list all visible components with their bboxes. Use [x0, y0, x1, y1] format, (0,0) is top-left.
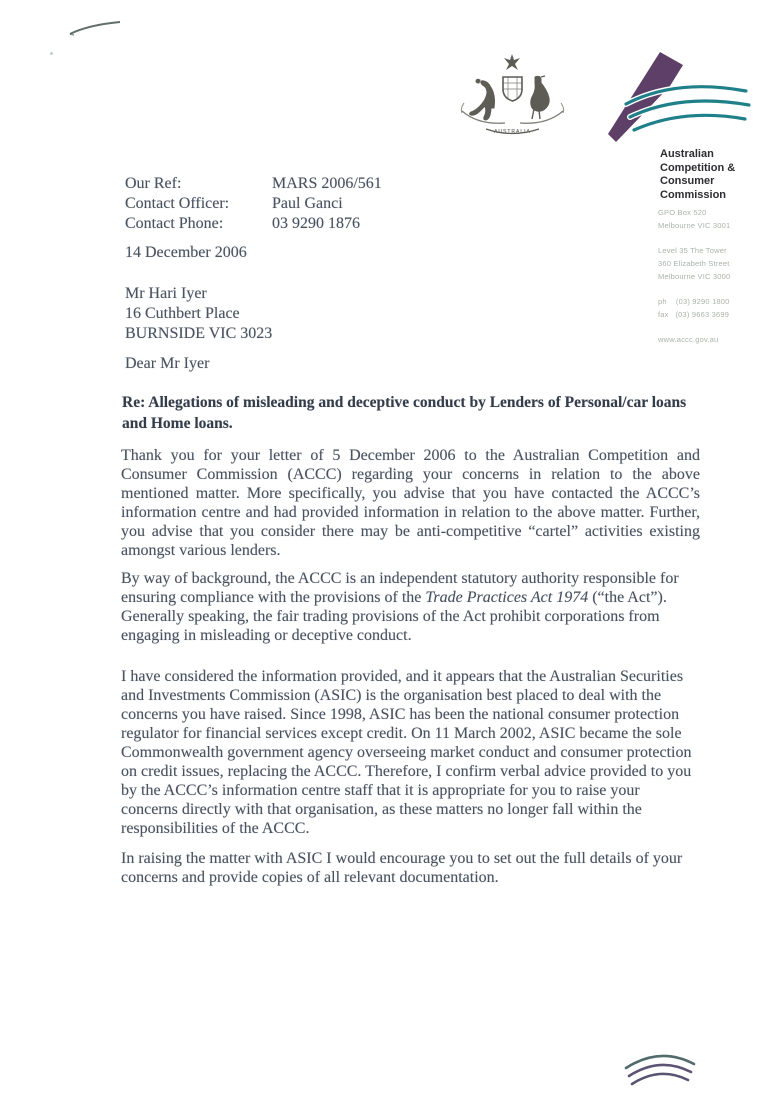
body-paragraph-1: Thank you for your letter of 5 December 2006 to the Australian Competition and Consumer Commission (ACCC) regarding your concerns in relation to the above mentioned matter. More specifically, you advise that you have contacted the ACCC’s information centre and had provided information in relation to the above matter. Further, you advise that you consider there may be anti-competitive “cartel” activities existing amongst various lenders.	[121, 447, 700, 559]
website: www.accc.gov.au	[658, 335, 719, 344]
ref-label: Our Ref:	[125, 175, 182, 192]
ref-value: MARS 2006/561	[272, 175, 382, 192]
agency-name-line: Consumer	[660, 175, 715, 187]
phone-fax	[658, 295, 730, 321]
subject-line: Re: Allegations of misleading and deceptive conduct by Lenders of Personal/car loans and Home loans.	[122, 394, 687, 432]
street-line: Level 35 The Tower	[658, 246, 727, 255]
phone-line: ph (03) 9290 1800	[658, 297, 730, 306]
street-address	[658, 244, 730, 283]
recipient-line: BURNSIDE VIC 3023	[125, 325, 273, 342]
paragraph-text: By way of background, the ACCC is an independent statutory authority responsible for ensuring compliance with the provisions of the	[121, 570, 679, 606]
letter-date: 14 December 2006	[125, 244, 247, 261]
ref-value: Paul Ganci	[272, 195, 343, 212]
body-paragraph-2	[121, 569, 700, 645]
street-line: 360 Elizabeth Street	[658, 259, 730, 268]
agency-name-line: Australian	[660, 148, 714, 160]
ref-label: Contact Officer:	[125, 195, 230, 212]
wave-mark-icon	[618, 1042, 702, 1086]
reference-block	[125, 174, 382, 234]
ref-label: Contact Phone:	[125, 215, 224, 232]
salutation: Dear Mr Iyer	[125, 355, 210, 372]
agency-name-line: Competition &	[660, 161, 736, 174]
street-line: Melbourne VIC 3000	[658, 272, 731, 281]
banner-text: AUSTRALIA	[494, 129, 531, 135]
fax-line: fax (03) 9663 3699	[658, 310, 730, 319]
act-title-italic: Trade Practices Act 1974	[425, 589, 589, 606]
accc-logo-icon	[604, 50, 759, 145]
recipient-address	[125, 284, 272, 344]
agency-name	[660, 148, 735, 202]
agency-name-line: Commission	[660, 188, 727, 201]
recipient-line: Mr Hari Iyer	[125, 285, 207, 302]
scan-speck	[50, 52, 53, 55]
postal-line: GPO Box 520	[658, 208, 707, 217]
recipient-line: 16 Cuthbert Place	[125, 305, 240, 322]
ref-row-our-ref	[125, 174, 382, 194]
ref-row-contact-phone	[125, 214, 382, 234]
body-paragraph-4: In raising the matter with ASIC I would encourage you to set out the full details of your concerns and provide copies of all relevant documentation.	[121, 850, 683, 886]
ref-row-contact-officer	[125, 194, 382, 214]
ref-value: 03 9290 1876	[272, 215, 360, 232]
postal-address	[658, 206, 730, 232]
pen-mark	[68, 20, 124, 38]
body-paragraph-3: I have considered the information provided, and it appears that the Australian Securities and Investments Commission (ASIC) is the organisation best placed to deal with the concerns you have raised. Since 1998, ASIC has been the national consumer protection regulator for financial services except credit. On 11 March 2002, ASIC became the sole Commonwealth government agency overseeing market conduct and consumer protection on credit issues, replacing the ACCC. Therefore, I confirm verbal advice provided to you by the ACCC’s information centre staff that it is appropriate for you to raise your concerns directly with that organisation, as these matters no longer fall within the responsibilities of the ACCC.	[121, 668, 692, 837]
postal-line: Melbourne VIC 3001	[658, 221, 731, 230]
paragraph-text: (“the Act”). Generally speaking, the fair trading provisions of the Act prohibit corporations from engaging in misleading or deceptive conduct.	[121, 589, 667, 644]
contact-panel	[658, 206, 730, 358]
coat-of-arms-icon	[450, 53, 575, 141]
